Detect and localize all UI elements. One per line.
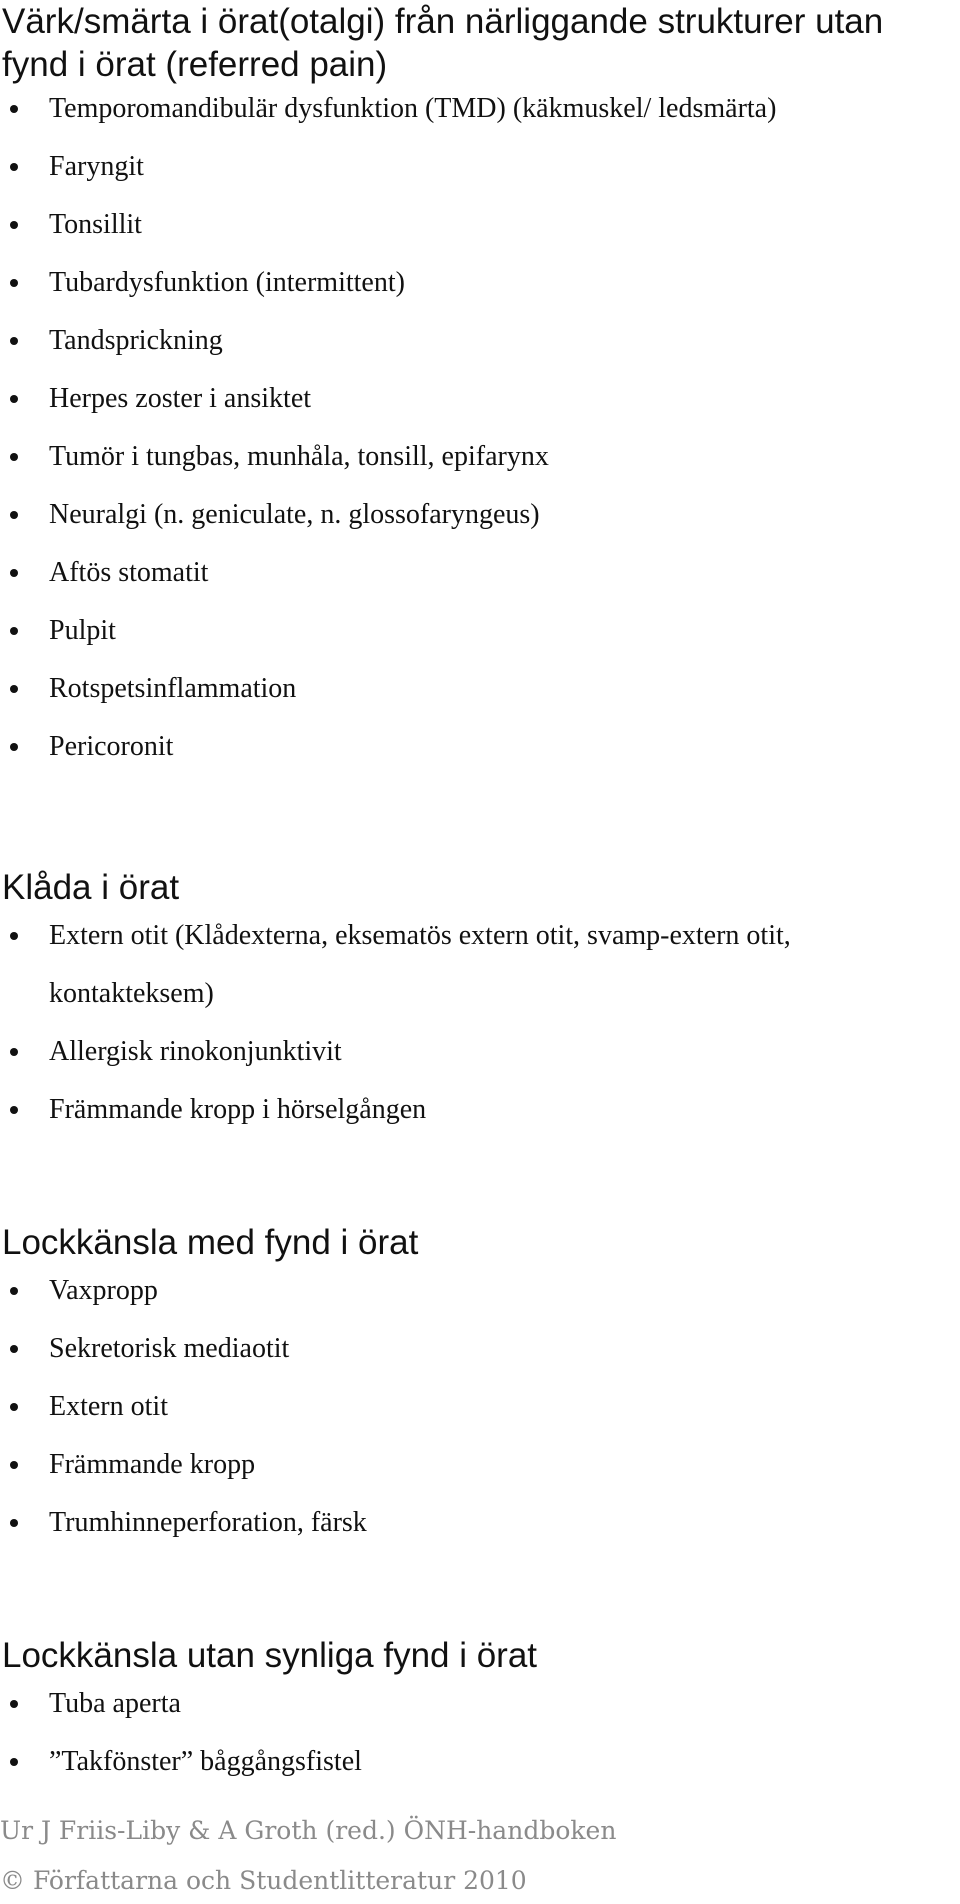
bullet-icon — [10, 569, 18, 577]
list-item-text: Extern otit — [49, 1391, 168, 1422]
bullet-icon — [10, 1461, 18, 1469]
bullet-icon — [10, 685, 18, 693]
list-item-text-line-1: Extern otit (Klådexterna, eksematös extern otit, svamp-extern otit, — [49, 920, 791, 951]
heading-line-2: fynd i örat (referred pain) — [2, 45, 388, 84]
list-item-text — [49, 907, 791, 1023]
bullet-icon — [10, 1700, 18, 1708]
bullet-icon — [10, 511, 18, 519]
bullet-icon — [10, 221, 18, 229]
list-item-text: Tubardysfunktion (intermittent) — [49, 267, 405, 298]
bullet-icon — [10, 453, 18, 461]
list-item-text: Pulpit — [49, 615, 116, 646]
bullet-icon — [10, 1345, 18, 1353]
bullet-icon — [10, 1048, 18, 1056]
list-item-text: Trumhinneperforation, färsk — [49, 1507, 367, 1538]
list-item-text-line-2: kontakteksem) — [49, 978, 214, 1009]
list-item-text: Vaxpropp — [49, 1275, 158, 1306]
list-item-text: Temporomandibulär dysfunktion (TMD) (käkmuskel/ ledsmärta) — [49, 93, 777, 124]
list-item-text: Allergisk rinokonjunktivit — [49, 1036, 342, 1067]
section-heading-blocked-without-findings: Lockkänsla utan synliga fynd i örat — [2, 1636, 538, 1675]
list-item-text: Herpes zoster i ansiktet — [49, 383, 312, 414]
bullet-icon — [10, 1287, 18, 1295]
section-heading-referred-pain — [2, 0, 883, 86]
section-heading-blocked-with-findings: Lockkänsla med fynd i örat — [2, 1223, 419, 1262]
bullet-icon — [10, 1106, 18, 1114]
list-item-text: Faryngit — [49, 151, 144, 182]
bullet-icon — [10, 1758, 18, 1766]
bullet-icon — [10, 627, 18, 635]
list-item-text: Sekretorisk mediaotit — [49, 1333, 290, 1364]
list-item-text: Tuba aperta — [49, 1688, 181, 1719]
list-item-text: Tandsprickning — [49, 325, 223, 356]
bullet-icon — [10, 105, 18, 113]
list-item-text: Aftös stomatit — [49, 557, 209, 588]
list-item-text: Neuralgi (n. geniculate, n. glossofaryngeus) — [49, 499, 540, 530]
bullet-icon — [10, 743, 18, 751]
bullet-icon — [10, 1403, 18, 1411]
bullet-icon — [10, 279, 18, 287]
footer-source: Ur J Friis-Liby & A Groth (red.) ÖNH-handboken — [0, 1816, 617, 1845]
bullet-icon — [10, 163, 18, 171]
heading-line-1: Värk/smärta i örat(otalgi) från närliggande strukturer utan — [2, 2, 884, 41]
list-item-text: Främmande kropp i hörselgången — [49, 1094, 427, 1125]
list-item-text: Tonsillit — [49, 209, 142, 240]
bullet-icon — [10, 337, 18, 345]
section-heading-itching: Klåda i örat — [2, 868, 180, 907]
bullet-icon — [10, 1519, 18, 1527]
list-item-text: Pericoronit — [49, 731, 174, 762]
bullet-icon — [10, 932, 18, 940]
list-item-text: Främmande kropp — [49, 1449, 256, 1480]
footer-copyright: © Författarna och Studentlitteratur 2010 — [0, 1866, 527, 1895]
bullet-icon — [10, 395, 18, 403]
list-item-text: ”Takfönster” båggångsfistel — [49, 1746, 362, 1777]
list-item-text: Tumör i tungbas, munhåla, tonsill, epifarynx — [49, 441, 549, 472]
list-item-text: Rotspetsinflammation — [49, 673, 297, 704]
